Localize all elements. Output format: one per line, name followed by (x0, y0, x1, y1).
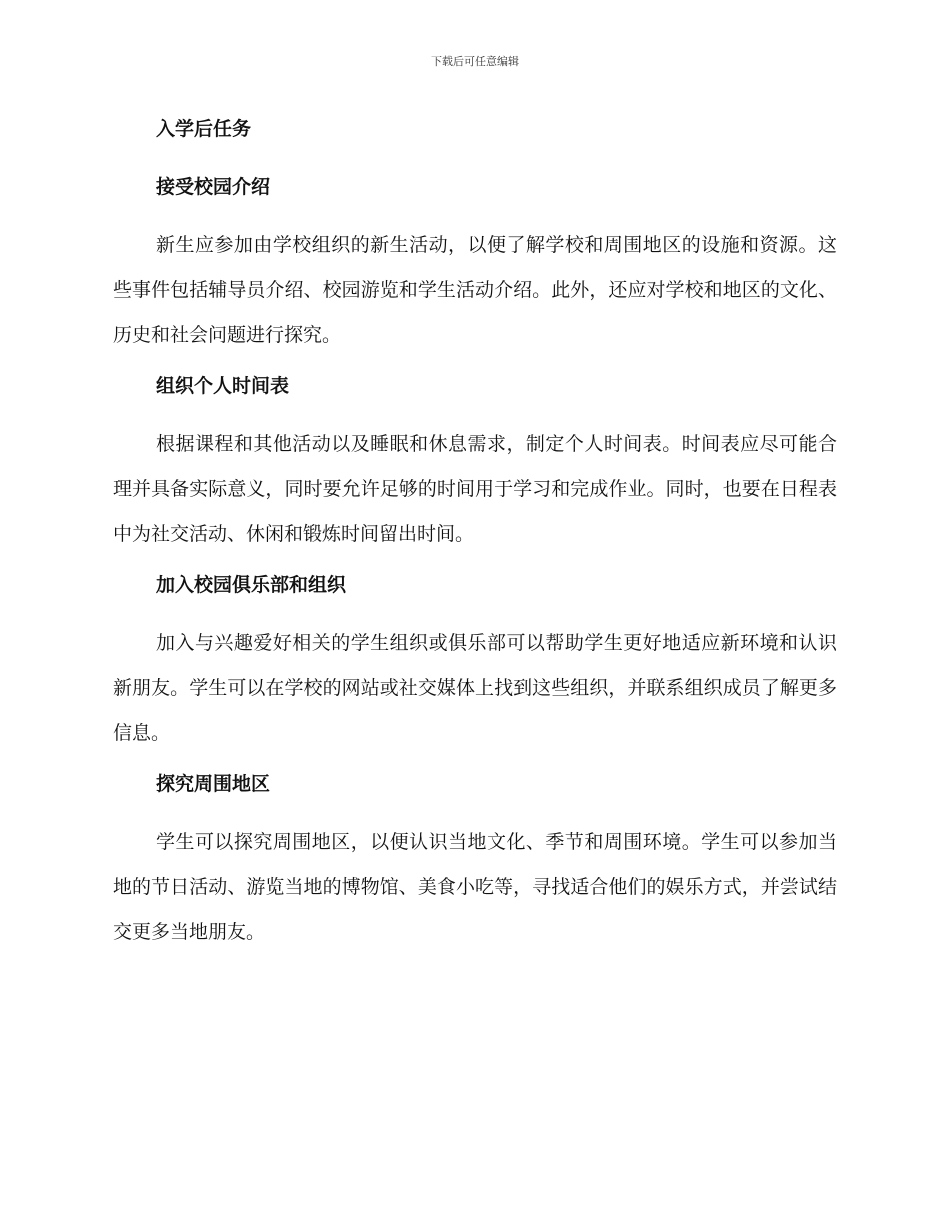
section-heading: 加入校园俱乐部和组织 (156, 574, 347, 596)
section-heading: 组织个人时间表 (156, 375, 290, 397)
section-paragraph: 加入与兴趣爱好相关的学生组织或俱乐部可以帮助学生更好地适应新环境和认识新朋友。学生可以在学校的网站或社交媒体上找到这些组织，并联系组织成员了解更多信息。 (113, 632, 837, 744)
section-paragraph: 根据课程和其他活动以及睡眠和休息需求，制定个人时间表。时间表应尽可能合理并具备实际意义，同时要允许足够的时间用于学习和完成作业。同时，也要在日程表中为社交活动、休闲和锻炼时间留出时间。 (113, 433, 837, 545)
section-paragraph: 学生可以探究周围地区，以便认识当地文化、季节和周围环境。学生可以参加当地的节日活动、游览当地的博物馆、美食小吃等，寻找适合他们的娱乐方式，并尝试结交更多当地朋友。 (113, 831, 837, 943)
section-heading: 接受校园介绍 (156, 176, 271, 198)
document-title: 入学后任务 (156, 118, 252, 140)
section-paragraph: 新生应参加由学校组织的新生活动，以便了解学校和周围地区的设施和资源。这些事件包括辅导员介绍、校园游览和学生活动介绍。此外，还应对学校和地区的文化、历史和社会问题进行探究。 (113, 234, 837, 346)
document-body (113, 113, 837, 967)
page-header-note: 下载后可任意编辑 (431, 55, 519, 68)
section-heading: 探究周围地区 (156, 773, 271, 795)
